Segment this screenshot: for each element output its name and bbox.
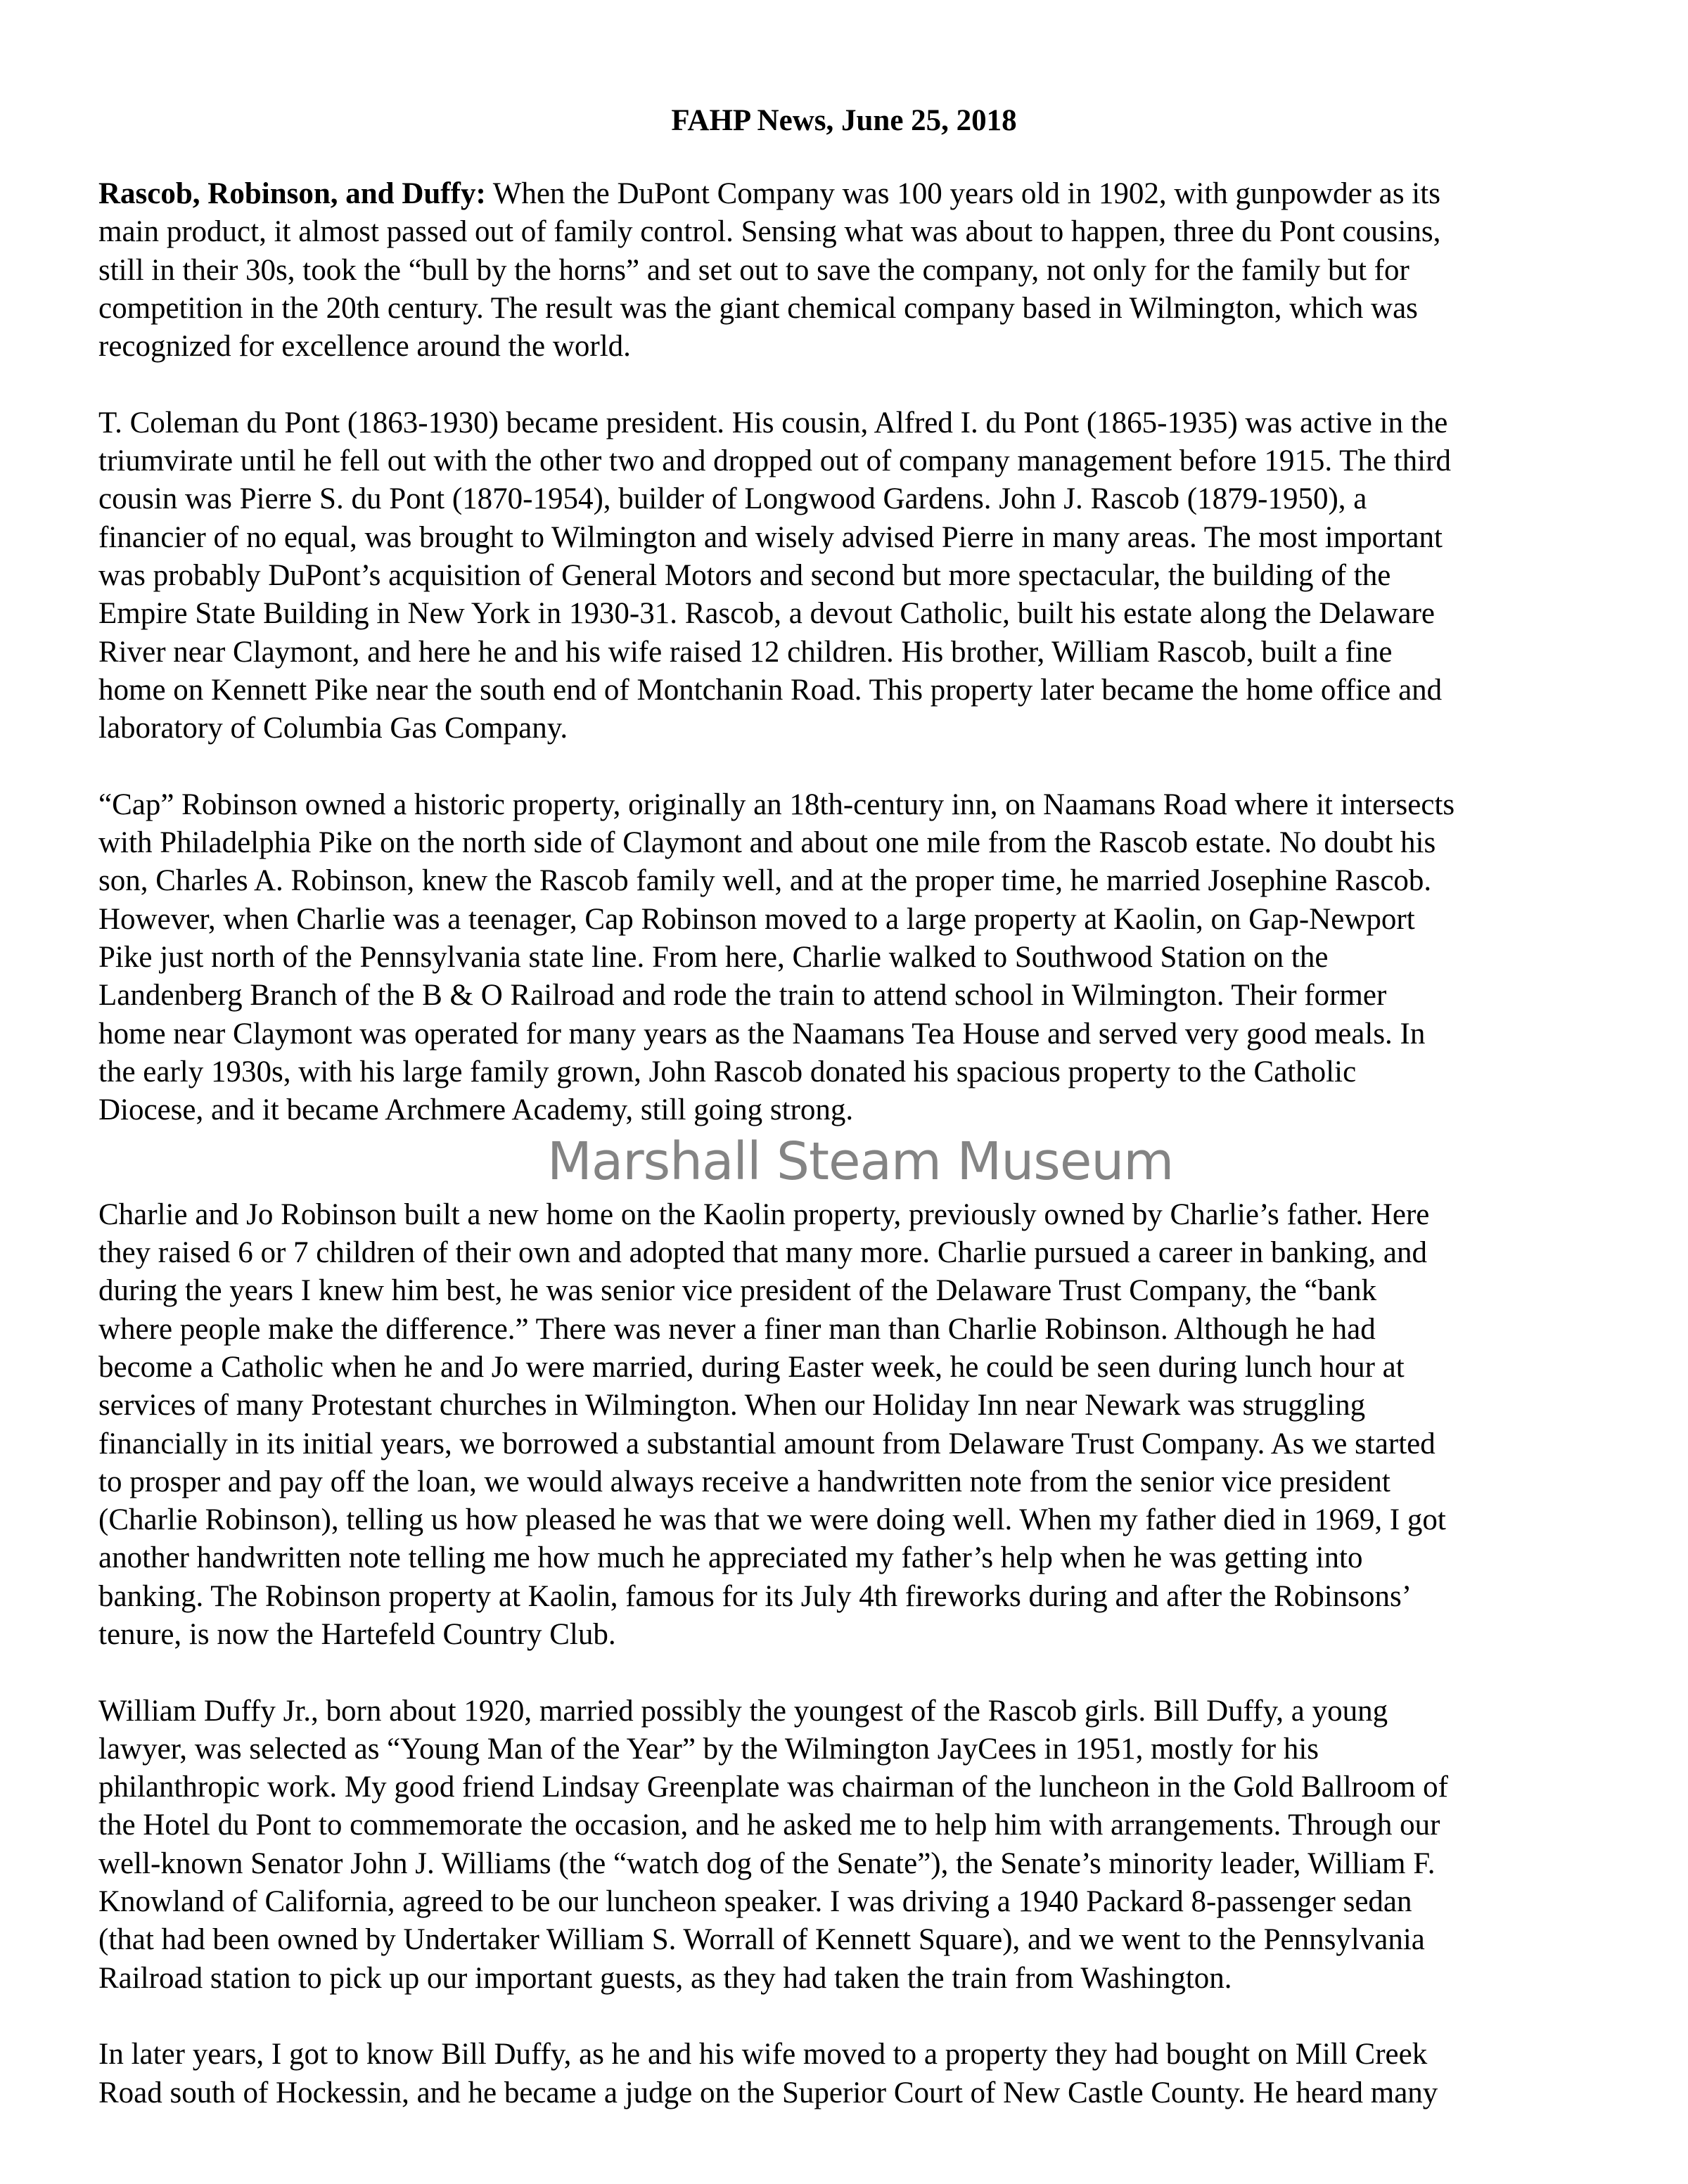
text-line-content: River near Claymont, and here he and his wife raised 12 children. His brother, William Rascob, built a fine <box>98 635 1393 669</box>
text-line-content: Diocese, and it became Archmere Academy, still going strong. <box>98 1093 854 1127</box>
text-line <box>98 1196 1646 1234</box>
text-line <box>98 1234 1646 1272</box>
text-line <box>98 1692 1646 1730</box>
article-lead-heading: Rascob, Robinson, and Duffy: <box>98 177 486 210</box>
text-line-content: (Charlie Robinson), telling us how pleased he was that we were doing well. When my father died in 1969, I got <box>98 1503 1446 1537</box>
text-line-content: lawyer, was selected as “Young Man of the Year” by the Wilmington JayCees in 1951, mostly for his <box>98 1732 1319 1766</box>
text-line <box>98 786 1646 824</box>
article-paragraph <box>98 2036 1646 2112</box>
text-line-content: the Hotel du Pont to commemorate the occasion, and he asked me to help him with arrangements. Through our <box>98 1809 1440 1842</box>
text-line <box>98 634 1646 672</box>
text-line-content: Knowland of California, agreed to be our luncheon speaker. I was driving a 1940 Packard 8-passenger sedan <box>98 1885 1412 1919</box>
text-line <box>98 595 1646 633</box>
text-line <box>98 1845 1646 1883</box>
newsletter-title: FAHP News, June 25, 2018 <box>671 104 1017 137</box>
text-line-content: When the DuPont Company was 100 years old in 1902, with gunpowder as its <box>485 177 1440 210</box>
text-line-content: banking. The Robinson property at Kaolin, famous for its July 4th fireworks during and after the Robinsons’ <box>98 1579 1412 1613</box>
text-line-content: laboratory of Columbia Gas Company. <box>98 712 568 745</box>
text-line <box>98 1015 1646 1053</box>
text-line-content: during the years I knew him best, he was senior vice president of the Delaware Trust Company, the “bank <box>98 1274 1377 1308</box>
watermark: Marshall Steam Museum <box>547 1131 1174 1192</box>
text-line-content: they raised 6 or 7 children of their own and adopted that many more. Charlie pursued a career in banking, and <box>98 1236 1427 1270</box>
text-line <box>98 1425 1646 1463</box>
article-paragraph <box>98 175 1646 366</box>
text-line <box>98 1806 1646 1844</box>
text-line-content: However, when Charlie was a teenager, Cap Robinson moved to a large property at Kaolin, on Gap-Newport <box>98 902 1415 936</box>
text-line-content: financially in its initial years, we borrowed a substantial amount from Delaware Trust Company. As we started <box>98 1427 1436 1460</box>
text-line-content: Landenberg Branch of the B & O Railroad and rode the train to attend school in Wilmington. Their former <box>98 979 1387 1013</box>
text-line <box>98 1883 1646 1921</box>
text-line-content: “Cap” Robinson owned a historic property, originally an 18th-century inn, on Naamans Road where it intersects <box>98 788 1455 821</box>
text-line-content: to prosper and pay off the loan, we would always receive a handwritten note from the senior vice president <box>98 1465 1390 1498</box>
text-line-content: Railroad station to pick up our important guests, as they had taken the train from Washington. <box>98 1961 1232 1995</box>
text-line-content: the early 1930s, with his large family grown, John Rascob donated his spacious property to the Catholic <box>98 1055 1357 1088</box>
text-line <box>98 557 1646 595</box>
text-line-content: financier of no equal, was brought to Wilmington and wisely advised Pierre in many areas. The most important <box>98 520 1443 554</box>
text-line <box>98 1616 1646 1654</box>
article-paragraph <box>98 404 1646 748</box>
text-line-content: recognized for excellence around the world. <box>98 330 631 364</box>
text-line <box>98 862 1646 900</box>
text-line <box>98 175 1646 213</box>
text-line <box>98 1053 1646 1091</box>
text-line <box>98 1730 1646 1768</box>
text-line <box>98 672 1646 709</box>
text-line-content: services of many Protestant churches in Wilmington. When our Holiday Inn near Newark was struggling <box>98 1389 1366 1422</box>
text-line-content: Charlie and Jo Robinson built a new home on the Kaolin property, previously owned by Charlie’s father. Here <box>98 1197 1430 1231</box>
text-line-content: with Philadelphia Pike on the north side of Claymont and about one mile from the Rascob estate. No doubt his <box>98 826 1436 860</box>
text-line <box>98 519 1646 557</box>
text-line <box>98 1578 1646 1616</box>
text-line-content: cousin was Pierre S. du Pont (1870-1954), builder of Longwood Gardens. John J. Rascob (1879-1950), a <box>98 482 1367 516</box>
text-line-content: well-known Senator John J. Williams (the “watch dog of the Senate”), the Senate’s minority leader, William F. <box>98 1846 1436 1880</box>
text-line <box>98 709 1646 747</box>
text-line <box>98 252 1646 290</box>
text-line <box>98 1539 1646 1577</box>
text-line <box>98 404 1646 442</box>
text-line-content: Pike just north of the Pennsylvania state line. From here, Charlie walked to Southwood Station on the <box>98 940 1329 974</box>
text-line <box>98 939 1646 977</box>
text-line <box>98 1463 1646 1501</box>
text-line <box>98 824 1646 862</box>
text-line <box>98 2036 1646 2074</box>
text-line <box>98 442 1646 480</box>
article-paragraph <box>98 786 1646 1130</box>
text-line <box>98 1501 1646 1539</box>
text-line <box>98 1921 1646 1959</box>
text-line-content: where people make the difference.” There was never a finer man than Charlie Robinson. Although he had <box>98 1312 1376 1346</box>
text-line-content: (that had been owned by Undertaker William S. Worrall of Kennett Square), and we went to the Pennsylvania <box>98 1923 1425 1957</box>
text-line <box>98 901 1646 939</box>
text-line <box>98 1768 1646 1806</box>
text-line-content: son, Charles A. Robinson, knew the Rascob family well, and at the proper time, he married Josephine Rascob. <box>98 864 1432 898</box>
text-line-content: was probably DuPont’s acquisition of General Motors and second but more spectacular, the building of the <box>98 558 1391 592</box>
text-line <box>98 1387 1646 1425</box>
text-line <box>98 1272 1646 1310</box>
text-line-content: Empire State Building in New York in 1930-31. Rascob, a devout Catholic, built his estate along the Delaware <box>98 597 1436 631</box>
text-line-content: main product, it almost passed out of family control. Sensing what was about to happen, three du Pont cousins, <box>98 215 1441 249</box>
text-line-content: philanthropic work. My good friend Lindsay Greenplate was chairman of the luncheon in the Gold Ballroom of <box>98 1771 1448 1804</box>
text-line <box>98 2074 1646 2112</box>
text-line-content: Road south of Hockessin, and he became a judge on the Superior Court of New Castle County. He heard many <box>98 2076 1438 2109</box>
text-line <box>98 1091 1646 1129</box>
text-line <box>98 290 1646 328</box>
text-line <box>98 480 1646 518</box>
text-line <box>98 1311 1646 1349</box>
text-line <box>98 1349 1646 1387</box>
text-line-content: home near Claymont was operated for many years as the Naamans Tea House and served very good meals. In <box>98 1017 1426 1051</box>
text-line-content: tenure, is now the Hartefeld Country Club. <box>98 1617 616 1651</box>
text-line-content: still in their 30s, took the “bull by the horns” and set out to save the company, not only for the family but for <box>98 253 1409 287</box>
article-paragraph <box>98 1692 1646 1998</box>
text-line-content: another handwritten note telling me how much he appreciated my father’s help when he was getting into <box>98 1541 1363 1575</box>
text-line-content: William Duffy Jr., born about 1920, married possibly the youngest of the Rascob girls. Bill Duffy, a young <box>98 1694 1388 1728</box>
text-line-content: competition in the 20th century. The result was the giant chemical company based in Wilmington, which was <box>98 291 1418 325</box>
text-line-content: become a Catholic when he and Jo were married, during Easter week, he could be seen during lunch hour at <box>98 1350 1405 1384</box>
text-line-content: T. Coleman du Pont (1863-1930) became president. His cousin, Alfred I. du Pont (1865-1935) was active in the <box>98 406 1448 439</box>
article-paragraph <box>98 1196 1646 1655</box>
text-line <box>98 328 1646 366</box>
text-line-content: In later years, I got to know Bill Duffy, as he and his wife moved to a property they had bought on Mill Creek <box>98 2038 1428 2071</box>
text-line-content: triumvirate until he fell out with the other two and dropped out of company management before 1915. The third <box>98 444 1451 478</box>
text-line <box>98 1960 1646 1998</box>
text-line <box>98 213 1646 251</box>
text-line-content: home on Kennett Pike near the south end of Montchanin Road. This property later became the home office and <box>98 673 1443 707</box>
text-line <box>98 977 1646 1015</box>
